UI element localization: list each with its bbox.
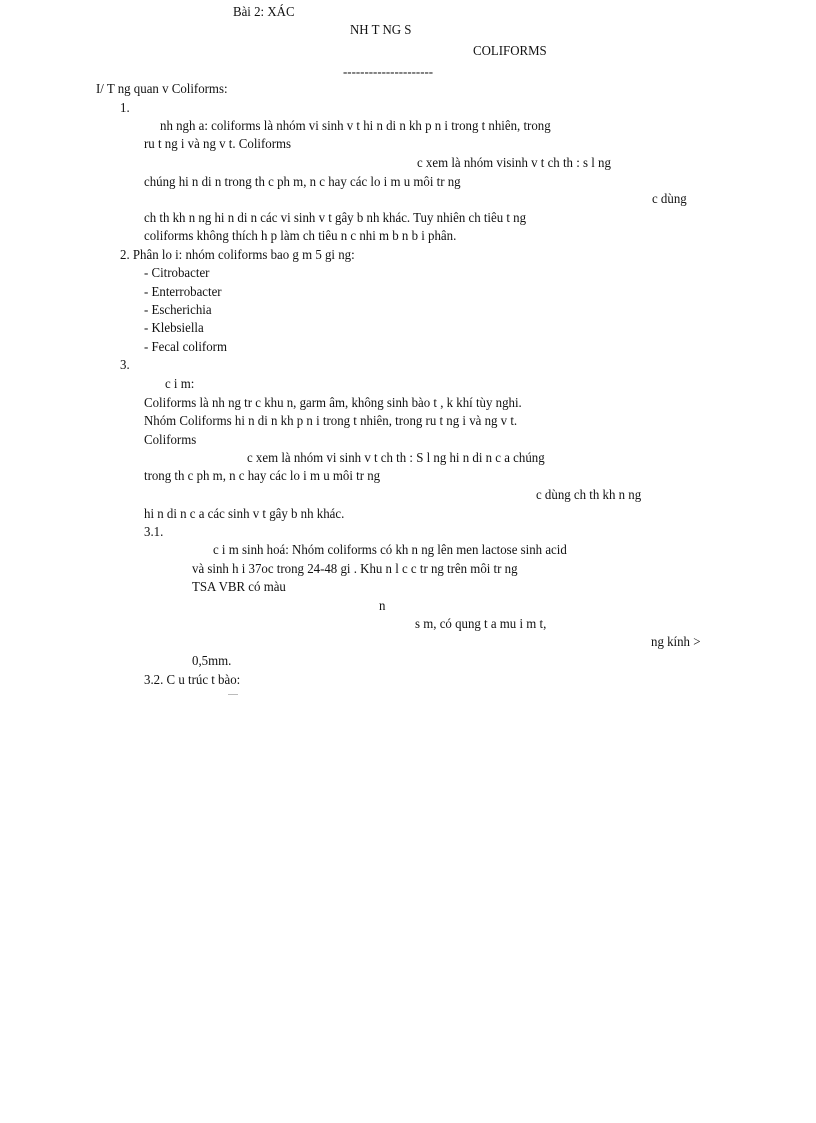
document-title-line-3: COLIFORMS <box>473 44 547 59</box>
title-separator: --------------------- <box>343 65 434 80</box>
subsection-3-1-line: ng kính > <box>651 635 701 650</box>
item-3-line: c xem là nhóm vi sinh v t ch th : S l ng hi n di n c a chúng <box>247 451 545 466</box>
section-1-heading: I/ T ng quan v Coliforms: <box>96 82 228 97</box>
item-3-number: 3. <box>120 358 130 373</box>
genus-list-item: - Escherichia <box>144 303 212 318</box>
document-title-line-2: NH T NG S <box>350 23 412 38</box>
document-title-line-1: Bài 2: XÁC <box>233 5 295 20</box>
subsection-3-1-line: s m, có qung t a mu i m t, <box>415 617 547 632</box>
subsection-3-1-line: n <box>379 599 386 614</box>
item-3-line: hi n di n c a các sinh v t gây b nh khác. <box>144 507 345 522</box>
item-1-number: 1. <box>120 101 130 116</box>
item-3-line: Coliforms <box>144 433 197 448</box>
item-2-heading: 2. Phân lo i: nhóm coliforms bao g m 5 gi ng: <box>120 248 355 263</box>
item-1-line: c dùng <box>652 192 687 207</box>
genus-list-item: - Fecal coliform <box>144 340 227 355</box>
item-3-line: Coliforms là nh ng tr c khu n, garm âm, không sinh bào t , k khí tùy nghi. <box>144 396 522 411</box>
item-1-line: c xem là nhóm visinh v t ch th : s l ng <box>417 156 611 171</box>
item-1-line: ch th kh n ng hi n di n các vi sinh v t gây b nh khác. Tuy nhiên ch tiêu t ng <box>144 211 527 226</box>
subsection-3-2-heading: 3.2. C u trúc t bào: <box>144 673 241 688</box>
subsection-3-1-line: TSA VBR có màu <box>192 580 286 595</box>
item-1-line: nh ngh a: coliforms là nhóm vi sinh v t hi n di n kh p n i trong t nhiên, trong <box>160 119 551 134</box>
item-3-heading: c i m: <box>165 377 195 392</box>
subsection-3-1-line: c i m sinh hoá: Nhóm coliforms có kh n ng lên men lactose sinh acid <box>213 543 567 558</box>
faint-dash-mark <box>228 694 238 695</box>
item-3-line: c dùng ch th kh n ng <box>536 488 642 503</box>
genus-list-item: - Citrobacter <box>144 266 210 281</box>
item-1-line: chúng hi n di n trong th c ph m, n c hay các lo i m u môi tr ng <box>144 175 461 190</box>
genus-list-item: - Klebsiella <box>144 321 204 336</box>
subsection-3-1-number: 3.1. <box>144 525 164 540</box>
item-1-line: coliforms không thích h p làm ch tiêu n c nhi m b n b i phân. <box>144 229 457 244</box>
item-3-line: Nhóm Coliforms hi n di n kh p n i trong t nhiên, trong ru t ng i và ng v t. <box>144 414 518 429</box>
genus-list-item: - Enterrobacter <box>144 285 222 300</box>
item-1-line: ru t ng i và ng v t. Coliforms <box>144 137 292 152</box>
subsection-3-1-line: và sinh h i 37oc trong 24-48 gi . Khu n l c c tr ng trên môi tr ng <box>192 562 518 577</box>
subsection-3-1-line: 0,5mm. <box>192 654 232 669</box>
item-3-line: trong th c ph m, n c hay các lo i m u môi tr ng <box>144 469 381 484</box>
